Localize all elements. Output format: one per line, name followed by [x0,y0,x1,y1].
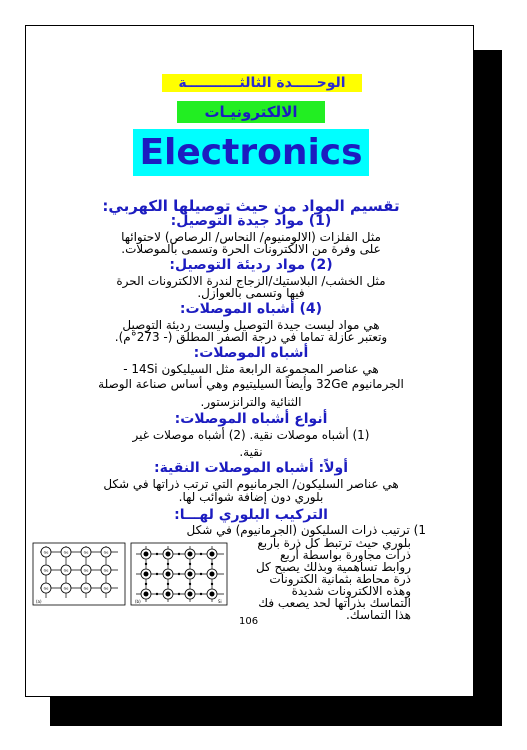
semiconductors-def-line-1: هي مواد ليست جيدة التوصيل وليست رديئة التوصيل [122,318,380,332]
types-heading: أنواع أشباه الموصلات: [174,411,328,427]
crystal-line-8: هذا التماسك. [346,608,411,622]
ge-atom-label: Ge [83,586,89,591]
crystal-line-5: ذرة محاطة بثمانية الكترونات [269,572,411,586]
semiconductors-examples-line-1: هي عناصر المجموعة الرابعة مثل السيليكون 14Si - [123,362,379,376]
ge-atom-label: Ge [103,568,109,573]
ge-atom-label: Ge [63,586,69,591]
ge-atom-label: Ge [83,568,89,573]
ge-atom-label: Ge [43,550,49,555]
unit-title: الوحـــــدة الثالثـــــــــــة [162,74,362,92]
crystal-line-3: ذرات مجاورة بواسطة أربع [280,548,411,562]
ge-atom-label: Ge [43,568,49,573]
semiconductors-examples-line-3: الثنائية والترانزستور. [200,395,302,409]
pure-heading: أولاً: أشباه الموصلات النقية: [153,460,349,476]
caption-left: (a) [36,599,42,604]
ge-atom-label: Ge [63,550,69,555]
conductors-line-1: مثل الفلزات (الالومنيوم/ النحاس/ الرصاص) لاحتوائها [121,230,381,244]
types-line-1: (1) أشباه موصلات نقية. (2) أشباه موصلات غير [132,428,370,442]
types-line-2: نقية. [239,445,263,459]
electronics-arabic-title: الالكترونيـات [177,101,325,123]
silicon-lattice [131,543,227,605]
crystal-line-4: روابط تساهمية وبذلك يصبح كل [255,560,411,574]
crystal-lattice-diagram [32,542,229,606]
ge-atom-label: Ge [63,568,69,573]
main-heading: تقسيم المواد من حيث توصيلها الكهربي: [102,197,400,215]
crystal-heading: التركيب البلوري لهـــا: [174,507,328,523]
conductors-heading: (1) مواد جيدة التوصيل: [170,213,332,229]
insulators-line-2: فيها وتسمى بالعوازل. [197,286,305,300]
crystal-line-2: بلوري حيث ترتبط كل ذرة بأربع [257,536,411,550]
semiconductors-def-heading: (4) أشباه الموصلات: [179,301,323,317]
pure-line-1: هي عناصر السليكون/ الجرمانيوم التي ترتب ذراتها في شكل [103,477,399,491]
ge-atom-label: Ge [103,586,109,591]
si-label: Si [218,599,222,604]
pure-line-2: بلوري دون إضافة شوائب لها. [178,490,324,504]
insulators-line-1: مثل الخشب/ البلاستيك/الزجاج لندرة الالكترونات الحرة [116,274,386,288]
caption-right: (b) [135,599,141,604]
document-page [25,25,474,697]
crystal-line-7: التماسك بذراتها لحد يصعب فك [258,596,411,610]
electronics-english-title: Electronics [133,129,369,176]
semiconductors-examples-heading: أشباه الموصلات: [193,345,309,361]
ge-atom-label: Ge [43,586,49,591]
germanium-lattice [33,543,125,605]
conductors-line-2: على وفرة من الالكترونات الحرة وتسمى بالموصلات. [121,242,381,256]
crystal-line-6: وهذه الالكترونات شديدة [291,584,411,598]
semiconductors-def-line-2: وتعتبر عازلة تماما في درجة الصفر المطلق (- 273°م). [114,330,388,344]
insulators-heading: (2) مواد رديئة التوصيل: [169,257,333,273]
ge-atom-label: Ge [83,550,89,555]
page-number: 106 [239,616,259,627]
semiconductors-examples-line-2: الجرمانيوم 32Ge وأيضاً السيليتيوم وهي أساس صناعة الوصلة [98,377,404,391]
ge-atom-label: Ge [103,550,109,555]
crystal-line-1: 1) ترتيب ذرات السليكون (الجرمانيوم) في شكل [186,523,426,537]
